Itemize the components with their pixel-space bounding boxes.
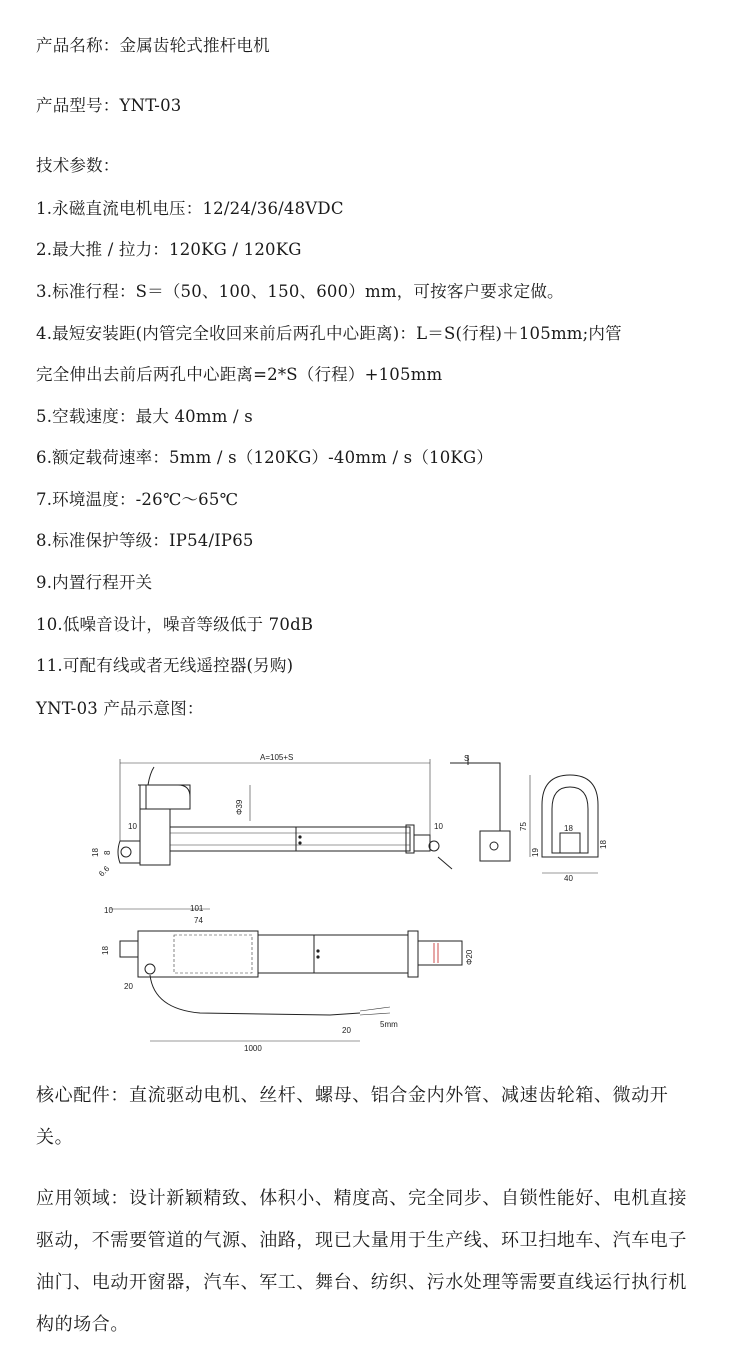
dim-10-left: 10 xyxy=(128,822,137,831)
side-view-actuator xyxy=(101,904,474,1053)
dim-18-square: 18 xyxy=(564,824,573,833)
dim-20-wire: 20 xyxy=(342,1026,351,1035)
param-line: 完全伸出去前后两孔中心距离=2*S（行程）+105mm xyxy=(36,365,443,384)
dim-1000: 1000 xyxy=(244,1044,262,1053)
dim-18-b: 18 xyxy=(101,946,110,955)
param-line: 10.低噪音设计，噪音等级低于 70dB xyxy=(36,615,314,634)
dim-10-b: 10 xyxy=(104,906,113,915)
section-mark: S xyxy=(464,754,470,763)
product-model: 产品型号：YNT-03 xyxy=(36,96,182,115)
dim-20-b: 20 xyxy=(124,982,133,991)
technical-drawing xyxy=(90,745,630,1055)
dim-20-dia: Φ20 xyxy=(465,949,474,965)
dim-75: 75 xyxy=(519,822,528,831)
diagram-caption: YNT-03 产品示意图： xyxy=(36,699,204,718)
param-line: 3.标准行程：S＝（50、100、150、600）mm，可按客户要求定做。 xyxy=(36,282,564,301)
end-view xyxy=(519,775,608,883)
dim-6-6: 6.6 xyxy=(97,864,112,879)
dim-a: A=105+S xyxy=(260,753,294,762)
dim-19: 19 xyxy=(531,848,540,857)
dim-39: Φ39 xyxy=(235,799,244,815)
core-parts: 核心配件：直流驱动电机、丝杆、螺母、铝合金内外管、减速齿轮箱、微动开关。 xyxy=(36,1085,669,1148)
tech-params-heading: 技术参数： xyxy=(36,156,120,175)
dim-5mm: 5mm xyxy=(380,1020,398,1029)
param-line: 11.可配有线或者无线遥控器(另购) xyxy=(36,656,294,675)
param-line: 9.内置行程开关 xyxy=(36,573,153,592)
param-line: 5.空载速度：最大 40mm / s xyxy=(36,407,253,426)
dim-10-right: 10 xyxy=(434,822,443,831)
top-view-actuator xyxy=(91,753,452,878)
applications: 应用领域：设计新颖精致、体积小、精度高、完全同步、自锁性能好、电机直接驱动，不需要管道的气源、油路，现已大量用于生产线、环卫扫地车、汽车电子油门、电动开窗器，汽车、军工、舞台、纺织、污水处理等需要直线运行执行机构的场合。 xyxy=(36,1188,687,1335)
dim-74: 74 xyxy=(194,916,203,925)
dim-18-side: 18 xyxy=(599,840,608,849)
product-name: 产品名称：金属齿轮式推杆电机 xyxy=(36,36,270,55)
param-line: 6.额定载荷速率：5mm / s（120KG）-40mm / s（10KG） xyxy=(36,448,494,467)
rod-end-detail xyxy=(450,754,510,861)
dim-101: 101 xyxy=(190,904,204,913)
dim-18-left: 18 xyxy=(91,848,100,857)
param-line: 7.环境温度：-26℃～65℃ xyxy=(36,490,239,509)
dim-40: 40 xyxy=(564,874,573,883)
dim-8: 8 xyxy=(103,850,112,855)
param-line: 8.标准保护等级：IP54/IP65 xyxy=(36,531,254,550)
param-line: 1.永磁直流电机电压：12/24/36/48VDC xyxy=(36,199,344,218)
param-line: 4.最短安装距(内管完全收回来前后两孔中心距离)：L＝S(行程)＋105mm;内管 xyxy=(36,324,622,343)
param-line: 2.最大推 / 拉力：120KG / 120KG xyxy=(36,240,302,259)
